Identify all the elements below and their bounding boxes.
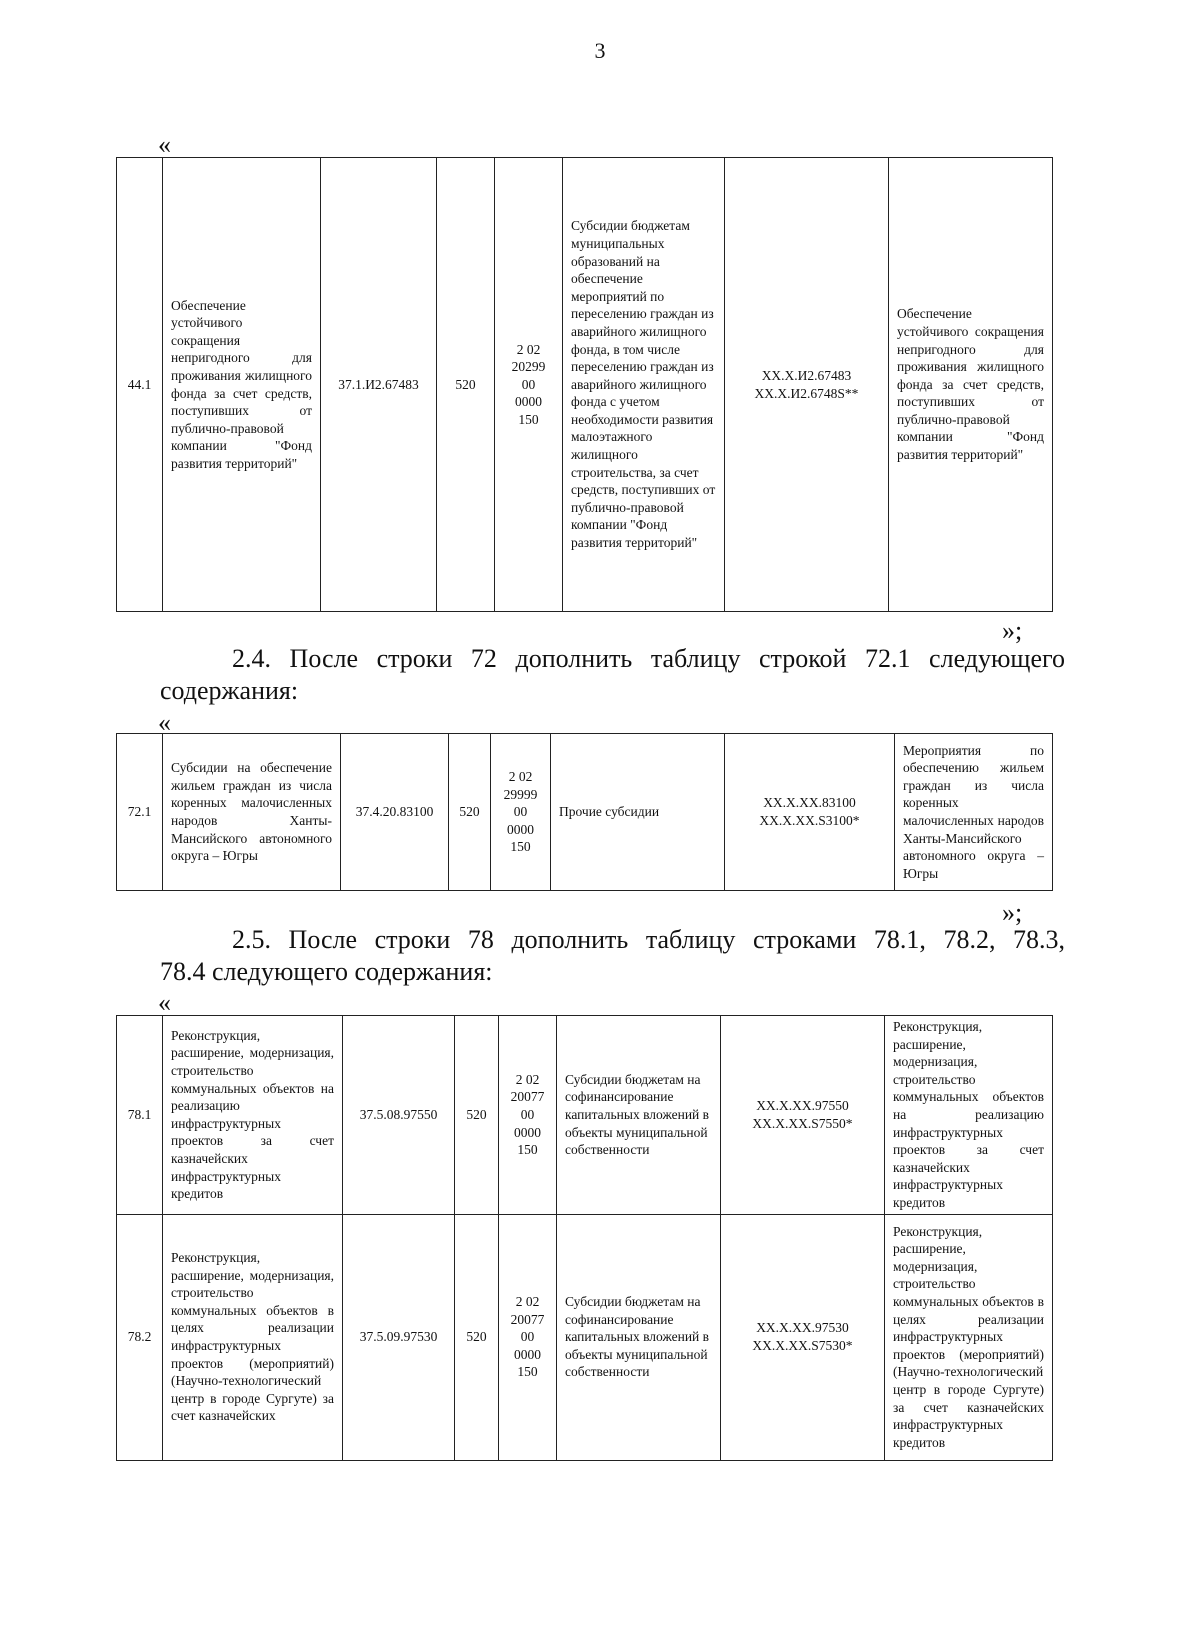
table-row <box>117 1016 1053 1215</box>
expense-name: Реконструкция, расширение, модернизация, строительство коммунальных объектов на реализацию инфраструктурных проектов за счет казначейских инфраструктурных кредитов <box>163 1016 343 1215</box>
quote-open-1: « <box>158 130 171 159</box>
expense-name: Субсидии на обеспечение жильем граждан из числа коренных малочисленных народов Ханты-Мансийского автономного округа – Югры <box>163 734 341 891</box>
budget-code: 37.4.20.83100 <box>341 734 449 891</box>
purpose: Реконструкция, расширение, модернизация, строительство коммунальных объектов на реализацию инфраструктурных проектов за счет казначейских инфраструктурных кредитов <box>885 1016 1053 1215</box>
table-row-72-1-table <box>116 733 1053 891</box>
expense-type-code: 520 <box>449 734 491 891</box>
paragraph-2-5 <box>160 924 1065 988</box>
row-number: 78.1 <box>117 1016 163 1215</box>
purpose: Реконструкция, расширение, модернизация, строительство коммунальных объектов в целях реализации инфраструктурных проектов (мероприятий) (Научно-технологический центр в городе Сургуте) за счет казначейских инфраструктурных кредитов <box>885 1214 1053 1460</box>
expense-type-code: 520 <box>455 1016 499 1215</box>
purpose: Обеспечение устойчивого сокращения непригодного для проживания жилищного фонда за счет средств, поступивших от публично-правовой компании "Фонд развития территорий" <box>889 158 1053 612</box>
purpose: Мероприятия по обеспечению жильем граждан из числа коренных малочисленных народов Ханты-Мансийского автономного округа – Югры <box>895 734 1053 891</box>
local-budget-code: XX.X.И2.67483 XX.X.И2.6748S** <box>725 158 889 612</box>
paragraph-2-4-line-1: 2.4. После строки 72 дополнить таблицу строкой 72.1 следующего <box>232 644 1065 673</box>
table-row <box>117 1214 1053 1460</box>
income-code: 2 02 20077 00 0000 150 <box>499 1214 557 1460</box>
local-budget-code: XX.X.XX.97550 XX.X.XX.S7550* <box>721 1016 885 1215</box>
budget-code: 37.1.И2.67483 <box>321 158 437 612</box>
table-rows-78-table <box>116 1015 1053 1461</box>
income-name: Субсидии бюджетам муниципальных образований на обеспечение мероприятий по переселению граждан из аварийного жилищного фонда, в том числе переселению граждан из аварийного жилищного фонда с учетом необходимости развития малоэтажного жилищного строительства, за счет средств, поступивших от публично-правовой компании "Фонд развития территорий" <box>563 158 725 612</box>
row-number: 72.1 <box>117 734 163 891</box>
local-budget-code: XX.X.XX.83100 XX.X.XX.S3100* <box>725 734 895 891</box>
quote-close-1: »; <box>1002 616 1023 645</box>
expense-name: Обеспечение устойчивого сокращения непригодного для проживания жилищного фонда за счет средств, поступивших от публично-правовой компании "Фонд развития территорий" <box>163 158 321 612</box>
quote-open-3: « <box>158 988 171 1017</box>
paragraph-2-4 <box>160 643 1065 707</box>
expense-type-code: 520 <box>437 158 495 612</box>
table-row-44-1-table <box>116 157 1053 612</box>
page-number: 3 <box>594 38 606 63</box>
income-code: 2 02 20077 00 0000 150 <box>499 1016 557 1215</box>
quote-close-2: »; <box>1002 898 1023 927</box>
income-code: 2 02 20299 00 0000 150 <box>495 158 563 612</box>
paragraph-2-5-line-2: 78.4 следующего содержания: <box>160 957 493 986</box>
budget-code: 37.5.09.97530 <box>343 1214 455 1460</box>
table-row <box>117 158 1053 612</box>
quote-open-2: « <box>158 708 171 737</box>
income-name: Прочие субсидии <box>551 734 725 891</box>
income-name: Субсидии бюджетам на софинансирование капитальных вложений в объекты муниципальной собственности <box>557 1016 721 1215</box>
paragraph-2-4-line-2: содержания: <box>160 676 299 705</box>
table-row <box>117 734 1053 891</box>
row-number: 44.1 <box>117 158 163 612</box>
budget-code: 37.5.08.97550 <box>343 1016 455 1215</box>
paragraph-2-5-line-1: 2.5. После строки 78 дополнить таблицу строками 78.1, 78.2, 78.3, <box>232 925 1065 954</box>
expense-name: Реконструкция, расширение, модернизация, строительство коммунальных объектов в целях реализации инфраструктурных проектов (мероприятий) (Научно-технологический центр в городе Сургуте) за счет казначейских <box>163 1214 343 1460</box>
income-name: Субсидии бюджетам на софинансирование капитальных вложений в объекты муниципальной собственности <box>557 1214 721 1460</box>
income-code: 2 02 29999 00 0000 150 <box>491 734 551 891</box>
local-budget-code: XX.X.XX.97530 XX.X.XX.S7530* <box>721 1214 885 1460</box>
expense-type-code: 520 <box>455 1214 499 1460</box>
row-number: 78.2 <box>117 1214 163 1460</box>
